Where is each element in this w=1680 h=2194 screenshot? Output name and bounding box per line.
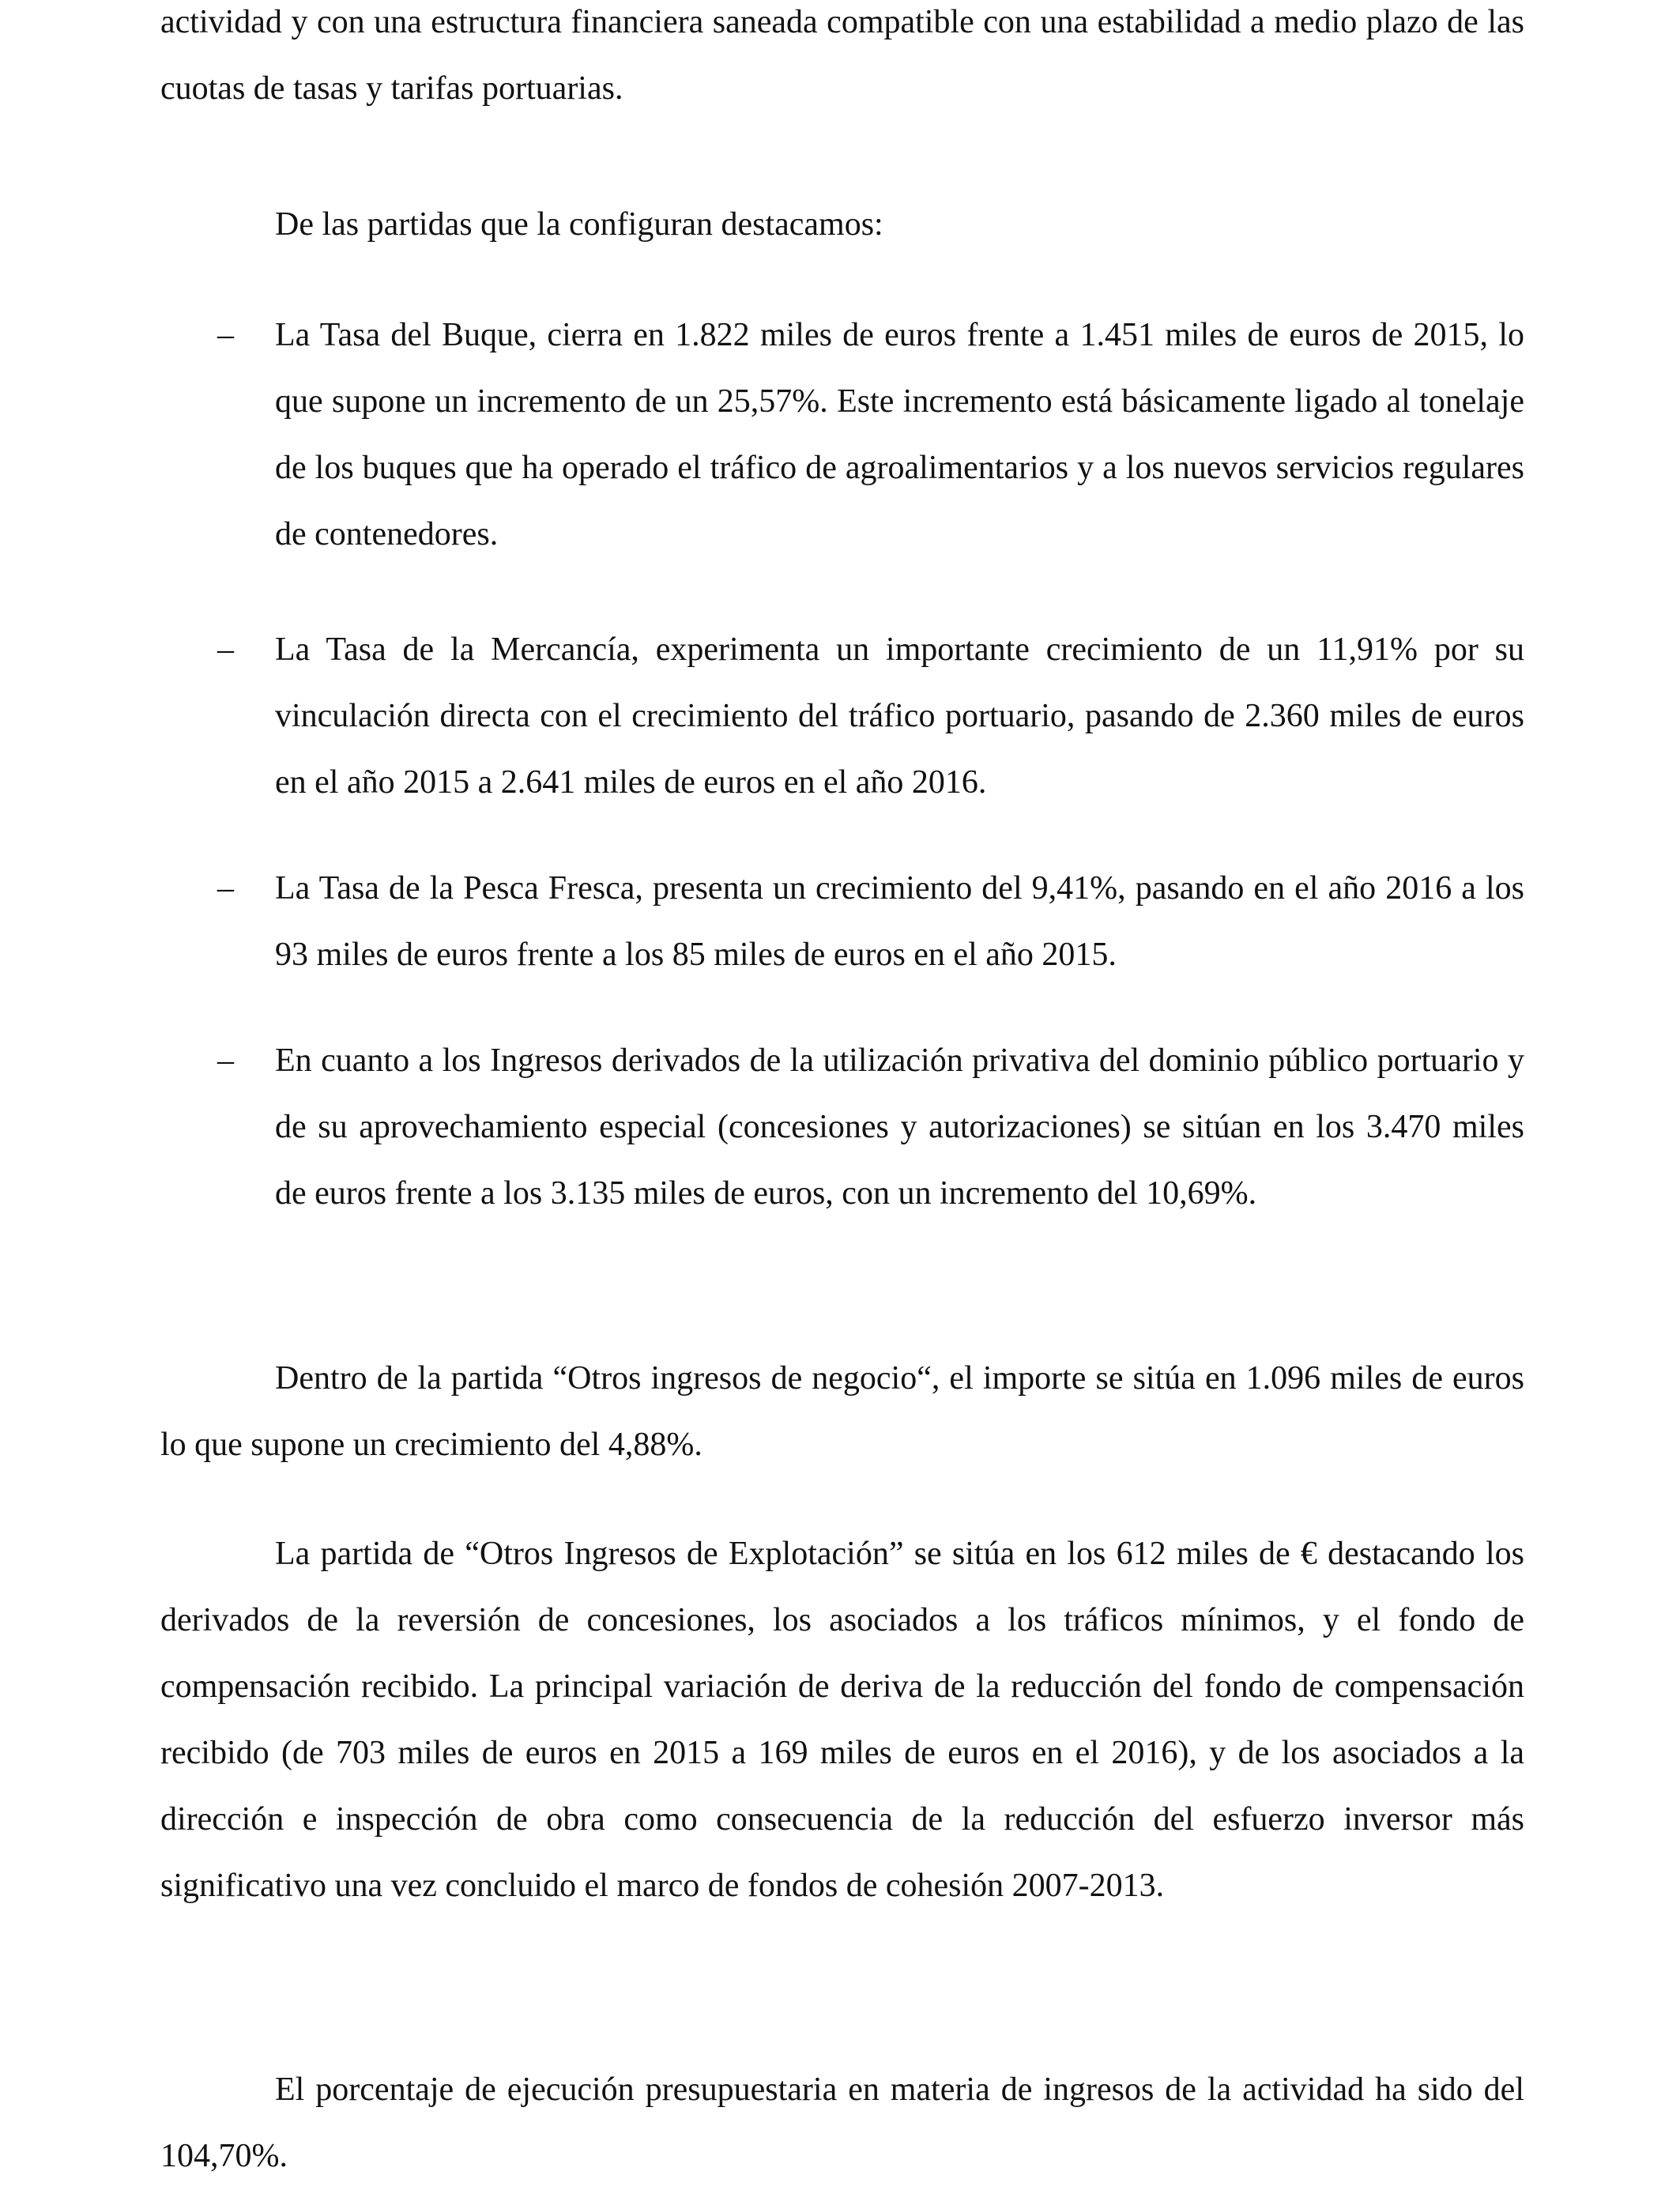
list-item-text: La Tasa del Buque, cierra en 1.822 miles de euros frente a 1.451 miles de euros de 2015, lo que supone un incremento de un 25,57%. Este incremento está básicamente ligado al tonelaje de los buques que ha operado el tráfico de agroalimentarios y a los nuevos servicios regulares de contenedores. bbox=[275, 317, 1524, 552]
dash-bullet-icon: – bbox=[217, 1042, 234, 1079]
paragraph-continuation: actividad y con una estructura financiera saneada compatible con una estabilidad a medio plazo de las cuotas de tasas y tarifas portuarias. bbox=[160, 4, 1524, 107]
dash-bullet-icon: – bbox=[217, 631, 234, 668]
list-item bbox=[160, 1027, 1524, 1227]
list-item-text: La Tasa de la Pesca Fresca, presenta un crecimiento del 9,41%, pasando en el año 2016 a los 93 miles de euros frente a los 85 miles de euros en el año 2015. bbox=[275, 870, 1524, 973]
dash-bullet-icon: – bbox=[217, 870, 234, 907]
list-item bbox=[160, 302, 1524, 567]
list-item bbox=[160, 616, 1524, 816]
paragraph-otros-ingresos-explotacion: La partida de “Otros Ingresos de Explotación” se sitúa en los 612 miles de € destacando los derivados de la reversión de concesiones, los asociados a los tráficos mínimos, y el fondo de compensación recibido. La principal variación de deriva de la reducción del fondo de compensación recibido (de 703 miles de euros en 2015 a 169 miles de euros en el 2016), y de los asociados a la dirección e inspección de obra como consecuencia de la reducción del esfuerzo inversor más significativo una vez concluido el marco de fondos de cohesión 2007-2013. bbox=[160, 1536, 1524, 1904]
list-item bbox=[160, 855, 1524, 988]
dash-bullet-icon: – bbox=[217, 317, 234, 353]
paragraph-intro-list: De las partidas que la configuran destacamos: bbox=[275, 206, 883, 243]
list-item-text: En cuanto a los Ingresos derivados de la utilización privativa del dominio público portuario y de su aprovechamiento especial (concesiones y autorizaciones) se sitúan en los 3.470 miles de euros frente a los 3.135 miles de euros, con un incremento del 10,69%. bbox=[275, 1042, 1524, 1212]
paragraph-ejecucion-presupuestaria: El porcentaje de ejecución presupuestaria en materia de ingresos de la actividad ha sido del 104,70%. bbox=[160, 2071, 1524, 2174]
paragraph-otros-ingresos-negocio: Dentro de la partida “Otros ingresos de negocio“, el importe se sitúa en 1.096 miles de euros lo que supone un crecimiento del 4,88%. bbox=[160, 1360, 1524, 1463]
list-item-text: La Tasa de la Mercancía, experimenta un importante crecimiento de un 11,91% por su vinculación directa con el crecimiento del tráfico portuario, pasando de 2.360 miles de euros en el año 2015 a 2.641 miles de euros en el año 2016. bbox=[275, 631, 1524, 801]
